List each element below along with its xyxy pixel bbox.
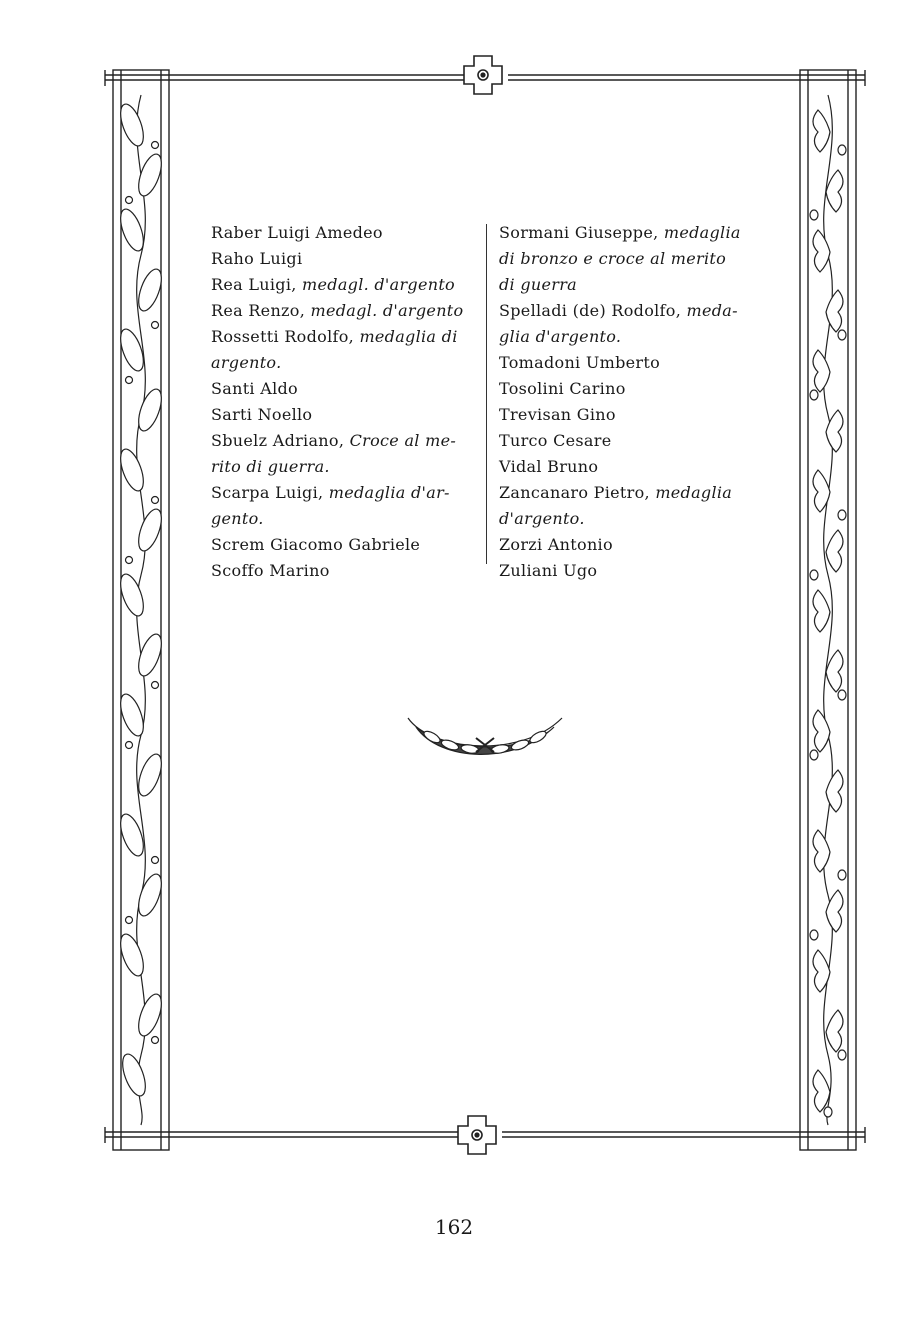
list-item xyxy=(211,428,479,480)
entry-name: Screm Giacomo Gabriele xyxy=(211,535,421,554)
entry-name: Tosolini Carino xyxy=(499,379,626,398)
entry-name: Scarpa Luigi, xyxy=(211,483,324,502)
entry-name: Zuliani Ugo xyxy=(499,561,598,580)
list-item xyxy=(499,298,769,350)
list-item xyxy=(211,298,479,324)
entry-honor-continued: di bronzo e croce al merito xyxy=(499,249,727,268)
list-item xyxy=(499,558,769,584)
entry-name: Zancanaro Pietro, xyxy=(499,483,650,502)
list-item xyxy=(211,324,479,376)
entry-name: Zorzi Antonio xyxy=(499,535,613,554)
entry-honor: medaglia xyxy=(655,483,733,502)
leaf-vine-left xyxy=(116,95,166,1125)
entry-honor-continued: gento. xyxy=(211,509,264,528)
list-item xyxy=(211,402,479,428)
list-item xyxy=(211,220,479,246)
entry-name: Santi Aldo xyxy=(211,379,298,398)
entry-honor-continued: di guerra xyxy=(499,275,577,294)
entry-name: Tomadoni Umberto xyxy=(499,353,661,372)
list-item xyxy=(499,402,769,428)
column-divider xyxy=(486,224,487,564)
entry-honor-continued: argento. xyxy=(211,353,282,372)
entry-honor-continued: d'argento. xyxy=(499,509,585,528)
entry-name: Rea Renzo, xyxy=(211,301,306,320)
page-number: 162 xyxy=(434,1215,474,1239)
cross-ornament-bottom xyxy=(458,1116,496,1154)
left-name-column xyxy=(211,220,479,584)
list-item xyxy=(211,272,479,298)
list-item xyxy=(211,376,479,402)
entry-honor-continued: rito di guerra. xyxy=(211,457,330,476)
laurel-garland-ornament xyxy=(408,718,562,755)
entry-name: Sormani Giuseppe, xyxy=(499,223,659,242)
entry-name: Scoffo Marino xyxy=(211,561,330,580)
list-item xyxy=(211,480,479,532)
oak-vine-right xyxy=(810,95,846,1125)
entry-name: Spelladi (de) Rodolfo, xyxy=(499,301,682,320)
entry-name: Raber Luigi Amedeo xyxy=(211,223,383,242)
entry-name: Sbuelz Adriano, xyxy=(211,431,345,450)
list-item xyxy=(499,480,769,532)
entry-name: Vidal Bruno xyxy=(499,457,599,476)
entry-honor: medaglia d'ar- xyxy=(328,483,450,502)
list-item xyxy=(499,428,769,454)
right-name-column xyxy=(499,220,769,584)
entry-honor: meda- xyxy=(686,301,738,320)
cross-ornament-top xyxy=(464,56,502,94)
list-item xyxy=(499,532,769,558)
list-item xyxy=(499,454,769,480)
entry-name: Rea Luigi, xyxy=(211,275,297,294)
entry-name: Sarti Noello xyxy=(211,405,313,424)
entry-honor: medagl. d'argento xyxy=(302,275,455,294)
list-item xyxy=(211,558,479,584)
entry-honor: medagl. d'argento xyxy=(310,301,464,320)
entry-honor-continued: glia d'argento. xyxy=(499,327,622,346)
list-item xyxy=(211,532,479,558)
entry-honor: Croce al me- xyxy=(349,431,457,450)
entry-name: Rossetti Rodolfo, xyxy=(211,327,355,346)
list-item xyxy=(211,246,479,272)
entry-honor: medaglia xyxy=(663,223,741,242)
entry-name: Trevisan Gino xyxy=(499,405,616,424)
list-item xyxy=(499,220,769,298)
entry-name: Turco Cesare xyxy=(499,431,612,450)
entry-honor: medaglia di xyxy=(359,327,458,346)
list-item xyxy=(499,350,769,376)
list-item xyxy=(499,376,769,402)
entry-name: Raho Luigi xyxy=(211,249,303,268)
